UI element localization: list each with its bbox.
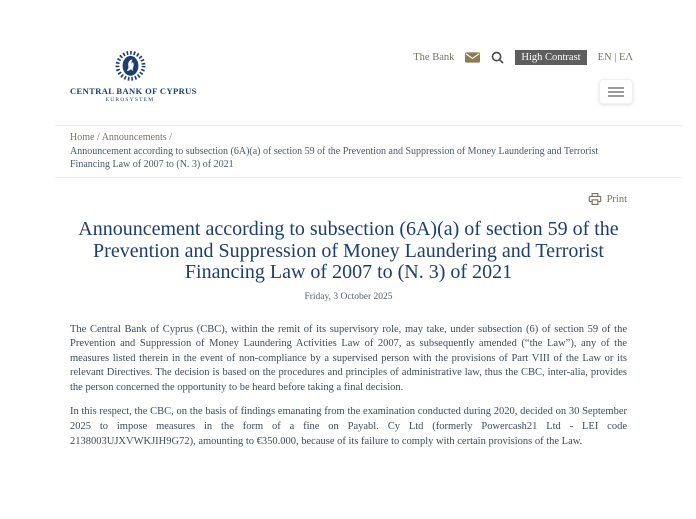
header-divider <box>55 125 682 126</box>
the-bank-link[interactable]: The Bank <box>413 52 455 63</box>
breadcrumb-announcements-link[interactable]: Announcements <box>101 132 167 143</box>
print-label: Print <box>606 193 627 205</box>
hamburger-menu-button[interactable] <box>599 79 633 104</box>
language-switcher[interactable]: EN | ΕΛ <box>597 52 633 63</box>
page-title: Announcement according to subsection (6A)(a) of section 59 of the Prevention and Suppression of Money Laundering and Terrorist Financing Law of 2007 to (N. 3) of 2021 <box>78 218 619 283</box>
breadcrumb-separator: / <box>169 132 172 143</box>
top-nav <box>413 50 633 65</box>
print-button[interactable] <box>588 193 627 205</box>
article-paragraph-1: The Central Bank of Cyprus (CBC), within the remit of its supervisory role, may take, under subsection (6) of section 59 of the Prevention and Suppression of Money Laundering Activities Law of 2007, as subsequently amended (“the Law”), any of the measures listed therein in the event of non-compliance by a supervised person with the provisions of Part VIII of the Law or its relevant Directives. The decision is based on the procedures and principles of administrative law, thus the CBC, inter-alia, provides the person concerned the opportunity to be heard before taking a final decision. <box>70 323 627 393</box>
breadcrumb-divider <box>55 177 682 178</box>
breadcrumb-separator: / <box>96 132 100 143</box>
cbc-logo[interactable] <box>70 50 197 103</box>
print-icon <box>588 193 602 205</box>
search-icon[interactable] <box>491 51 504 64</box>
brand-name: CENTRAL BANK OF CYPRUS <box>70 86 197 96</box>
article-paragraph-2: In this respect, the CBC, on the basis of findings emanating from the examination conducted during 2020, decided on 30 September 2025 to impose measures in the form of a fine on Payabl. Cy Ltd (formerly Powercash21 Ltd - LEI code 2138003UJXVWKJIH9G72), amounting to €350.000, because of its failure to comply with certain provisions of the Law. <box>70 406 627 447</box>
high-contrast-button[interactable]: High Contrast <box>515 50 586 65</box>
breadcrumb <box>70 131 627 172</box>
cbc-emblem-icon <box>114 50 147 83</box>
article <box>70 193 627 449</box>
brand-subtitle: EUROSYSTEM <box>105 97 155 103</box>
mail-icon[interactable] <box>465 52 480 63</box>
breadcrumb-home-link[interactable]: Home <box>70 132 95 143</box>
breadcrumb-current: Announcement according to subsection (6A)(a) of section 59 of the Prevention and Suppression of Money Laundering and Terrorist Financing Law of 2007 to (N. 3) of 2021 <box>70 145 599 170</box>
hamburger-menu-icon <box>608 87 624 89</box>
article-date: Friday, 3 October 2025 <box>304 291 393 302</box>
